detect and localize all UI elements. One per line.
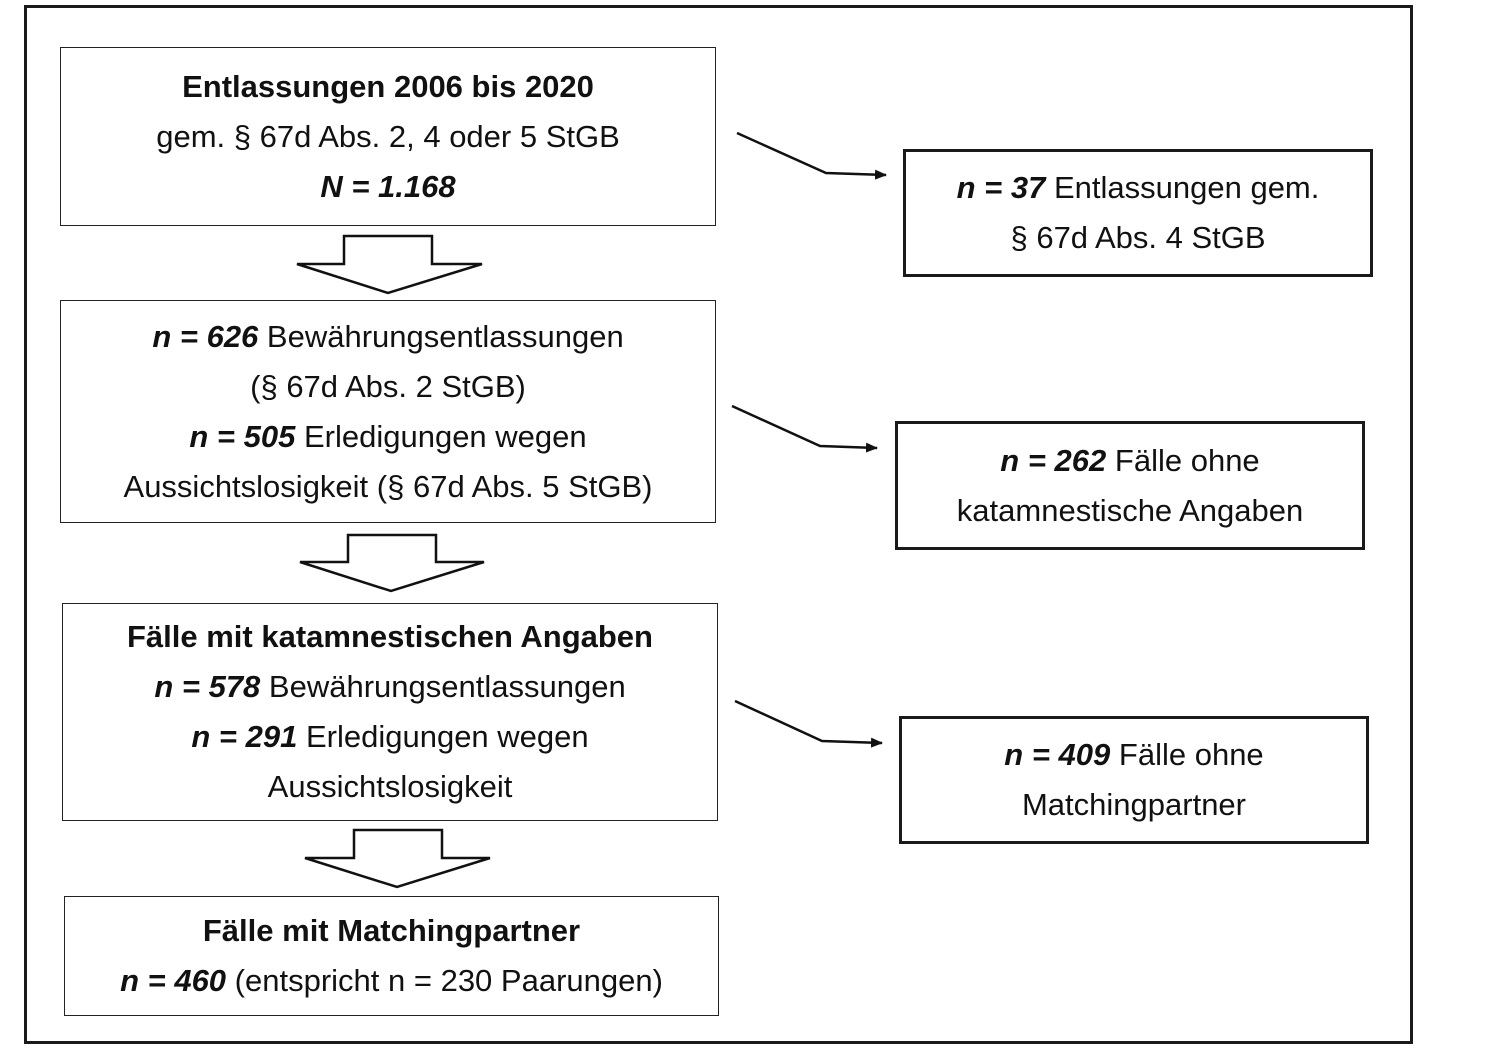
catamnestic-title: Fälle mit katamnestischen Angaben: [126, 619, 653, 654]
excluded-abs4-count: n = 37: [956, 170, 1046, 205]
matched-label: (entspricht n = 230 Paarungen): [226, 963, 663, 998]
probation-label: Bewährungsentlassungen: [258, 318, 624, 354]
box-discharges-title: Entlassungen 2006 bis 2020: [182, 68, 594, 104]
box-discharges-legal-basis: gem. § 67d Abs. 2, 4 oder 5 StGB: [156, 118, 620, 154]
catamnestic-probation-count: n = 578: [154, 669, 261, 704]
no-match-label: Fälle ohne: [1110, 737, 1264, 772]
side-arrow-1: [737, 133, 886, 175]
no-catamnesis-label: Fälle ohne: [1106, 442, 1260, 478]
hopelessness-label: Erledigungen wegen: [295, 418, 587, 454]
side-arrow-2: [732, 406, 877, 448]
probation-count: n = 626: [152, 318, 259, 354]
down-arrow-2: [300, 535, 484, 591]
catamnestic-hopelessness-label: Erledigungen wegen: [297, 719, 589, 754]
catamnestic-probation-label: Bewährungsentlassungen: [260, 669, 626, 704]
hopelessness-count: n = 505: [189, 418, 296, 454]
hopelessness-legal-basis: Aussichtslosigkeit (§ 67d Abs. 5 StGB): [123, 468, 653, 504]
excluded-abs4-legal-basis: § 67d Abs. 4 StGB: [1010, 220, 1266, 255]
no-match-count: n = 409: [1004, 737, 1111, 772]
matched-count: n = 460: [120, 963, 227, 998]
catamnestic-hopelessness-count: n = 291: [191, 719, 298, 754]
no-catamnesis-label-2: katamnestische Angaben: [956, 492, 1304, 528]
catamnestic-hopelessness-label-2: Aussichtslosigkeit: [267, 769, 513, 804]
down-arrow-1: [297, 236, 482, 293]
probation-legal-basis: (§ 67d Abs. 2 StGB): [250, 368, 526, 404]
no-catamnesis-count: n = 262: [1000, 442, 1107, 478]
side-arrow-3: [735, 701, 882, 743]
no-match-label-2: Matchingpartner: [1021, 787, 1246, 822]
box-discharges-count: N = 1.168: [320, 168, 456, 204]
excluded-abs4-label: Entlassungen gem.: [1045, 170, 1320, 205]
down-arrow-3: [305, 830, 490, 887]
matched-title: Fälle mit Matchingpartner: [202, 913, 581, 948]
